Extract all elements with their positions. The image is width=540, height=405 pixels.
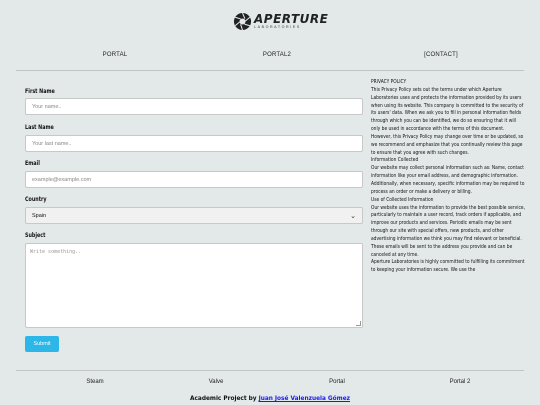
subject-textarea[interactable] <box>25 243 363 328</box>
footer-link-steam[interactable]: Steam <box>86 379 104 385</box>
last-name-input[interactable]: Your last name.. <box>25 135 363 152</box>
policy-paragraph: Aperture Laboratories is highly committed to fulfilling its commitment to keeping your information secure. We use the <box>371 259 525 274</box>
footer-divider <box>16 370 524 371</box>
footer-credit <box>0 396 540 402</box>
email-input[interactable]: example@example.com <box>25 171 363 188</box>
policy-heading: PRIVACY POLICY <box>371 79 407 85</box>
subject-placeholder: Write something.. <box>30 249 82 255</box>
policy-paragraph: This Privacy Policy sets out the terms under which Aperture Laboratories uses and protects the information provided by its users when using its website. This company is committed to the security of its users' data. When we ask you to fill in personal information fields through which you can be identified, we do so ensuring that it will only be used in accordance with the terms of this document. However, this Privacy Policy may change over time or be updated, so we recommend and emphasize that you continually review this page to ensure that you agree with such changes. <box>371 86 524 156</box>
aperture-logo <box>233 11 328 31</box>
nav-link-portal[interactable]: PORTAL <box>102 52 128 58</box>
policy-subheading: Use of Collected Information <box>371 196 434 203</box>
footer-link-valve[interactable]: Valve <box>208 379 224 385</box>
credit-prefix: Academic Project by <box>189 396 259 402</box>
email-label: Email <box>25 160 40 167</box>
policy-subheading: Information Collected <box>371 157 419 164</box>
nav-link-portal2[interactable]: PORTAL2 <box>262 52 292 58</box>
last-name-label: Last Name <box>25 124 54 131</box>
first-name-label: First Name <box>25 88 55 95</box>
footer-link-portal2[interactable]: Portal 2 <box>449 379 471 385</box>
brand-name: APERTURE <box>254 11 329 26</box>
top-nav <box>0 52 540 64</box>
country-select[interactable] <box>25 207 363 224</box>
country-select-value: Spain <box>32 212 47 219</box>
privacy-policy-panel[interactable] <box>371 79 527 331</box>
submit-button[interactable]: Submit <box>25 336 59 352</box>
author-link[interactable]: Juan José Valenzuela Gómez <box>258 396 351 402</box>
resize-handle-icon[interactable] <box>356 321 361 326</box>
policy-paragraph: Our website uses the information to provide the best possible service, particularly to maintain a user record, track orders if applicable, and improve our products and services. Periodic emails may be sent through our site with special offers, new products, and other advertising information we think you may find relevant or beneficial. These emails will be sent to the address you provide and can be canceled at any time. <box>371 204 525 258</box>
country-label: Country <box>25 196 47 203</box>
nav-link-contact[interactable]: [CONTACT] <box>424 52 458 58</box>
subject-label: Subject <box>25 232 46 239</box>
brand-subtitle: LABORATORIES <box>254 24 301 29</box>
policy-paragraph: Our website may collect personal information such as: Name, contact information like your email address, and demographic information. Additionally, when necessary, specific information may be required to process an order or make a delivery or billing. <box>371 165 525 195</box>
footer-nav <box>0 379 540 389</box>
footer-link-portal[interactable]: Portal <box>329 379 345 385</box>
first-name-input[interactable]: Your name.. <box>25 98 363 115</box>
chevron-down-icon: ⌄ <box>350 212 356 220</box>
aperture-icon <box>233 12 252 31</box>
header-divider <box>16 70 524 71</box>
